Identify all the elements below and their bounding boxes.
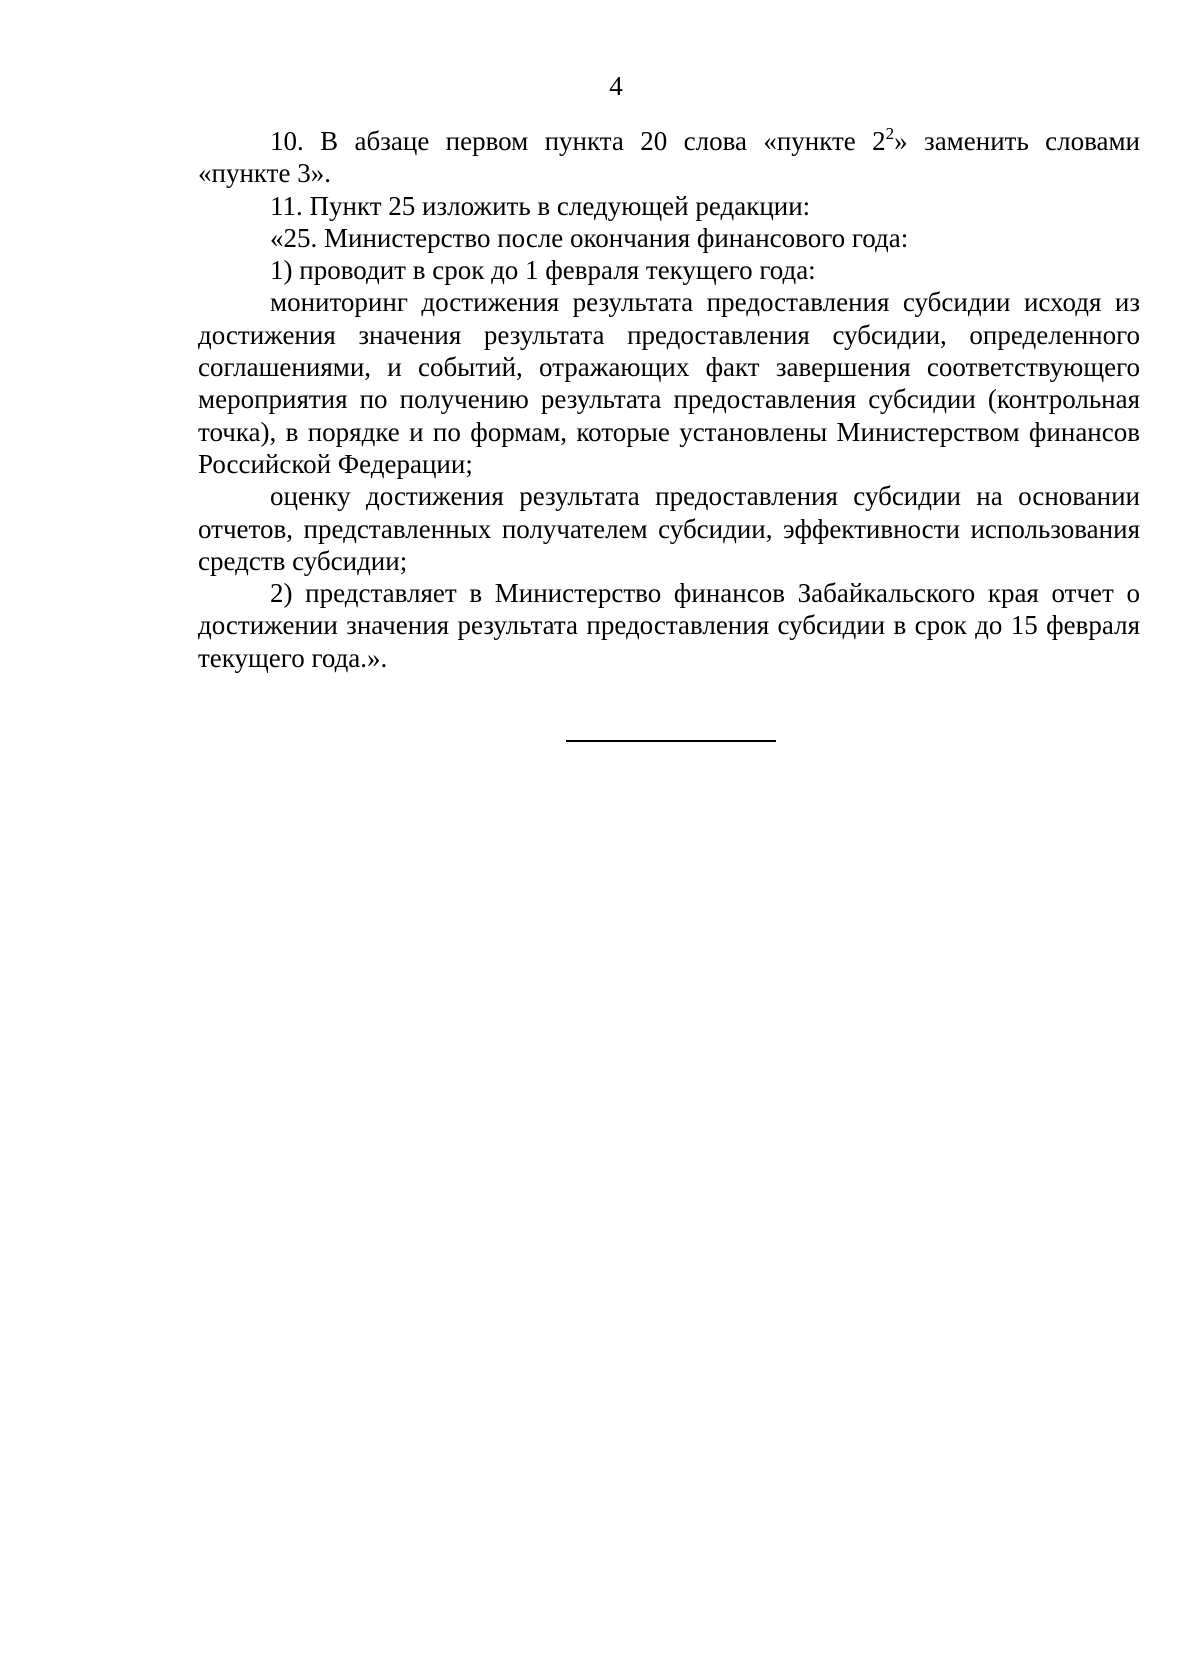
paragraph-item-10-text-end: » заменить словами «пункте 3».: [198, 126, 1140, 189]
superscript-2: 2: [885, 124, 895, 143]
paragraph-item-10-text: 10. В абзаце первом пункта 20 слова «пункте 2: [270, 126, 886, 156]
paragraph-item-10: [198, 125, 1140, 190]
document-body: [198, 125, 1140, 674]
paragraph-point-25: «25. Министерство после окончания финансового года:: [270, 222, 909, 253]
paragraph-item-11: 11. Пункт 25 изложить в следующей редакции:: [270, 190, 811, 221]
paragraph-monitoring: мониторинг достижения результата предоставления субсидии исходя из достижения значения результата предоставления субсидии, определенного соглашениями, и событий, отражающих факт завершения соответствующего мероприятия по получению результата предоставления субсидии (контрольная точка), в порядке и по формам, которые установлены Министерством финансов Российской Федерации;: [198, 287, 1140, 479]
page-number: 4: [609, 71, 623, 101]
paragraph-assessment: оценку достижения результата предоставления субсидии на основании отчетов, представленных получателем субсидии, эффективности использования средств субсидии;: [198, 481, 1140, 576]
end-of-document-rule: [566, 740, 776, 742]
paragraph-subpoint-1: 1) проводит в срок до 1 февраля текущего года:: [270, 255, 816, 286]
paragraph-subpoint-2: 2) представляет в Министерство финансов Забайкальского края отчет о достижении значения результата предоставления субсидии в срок до 15 февраля текущего года.».: [198, 578, 1140, 673]
